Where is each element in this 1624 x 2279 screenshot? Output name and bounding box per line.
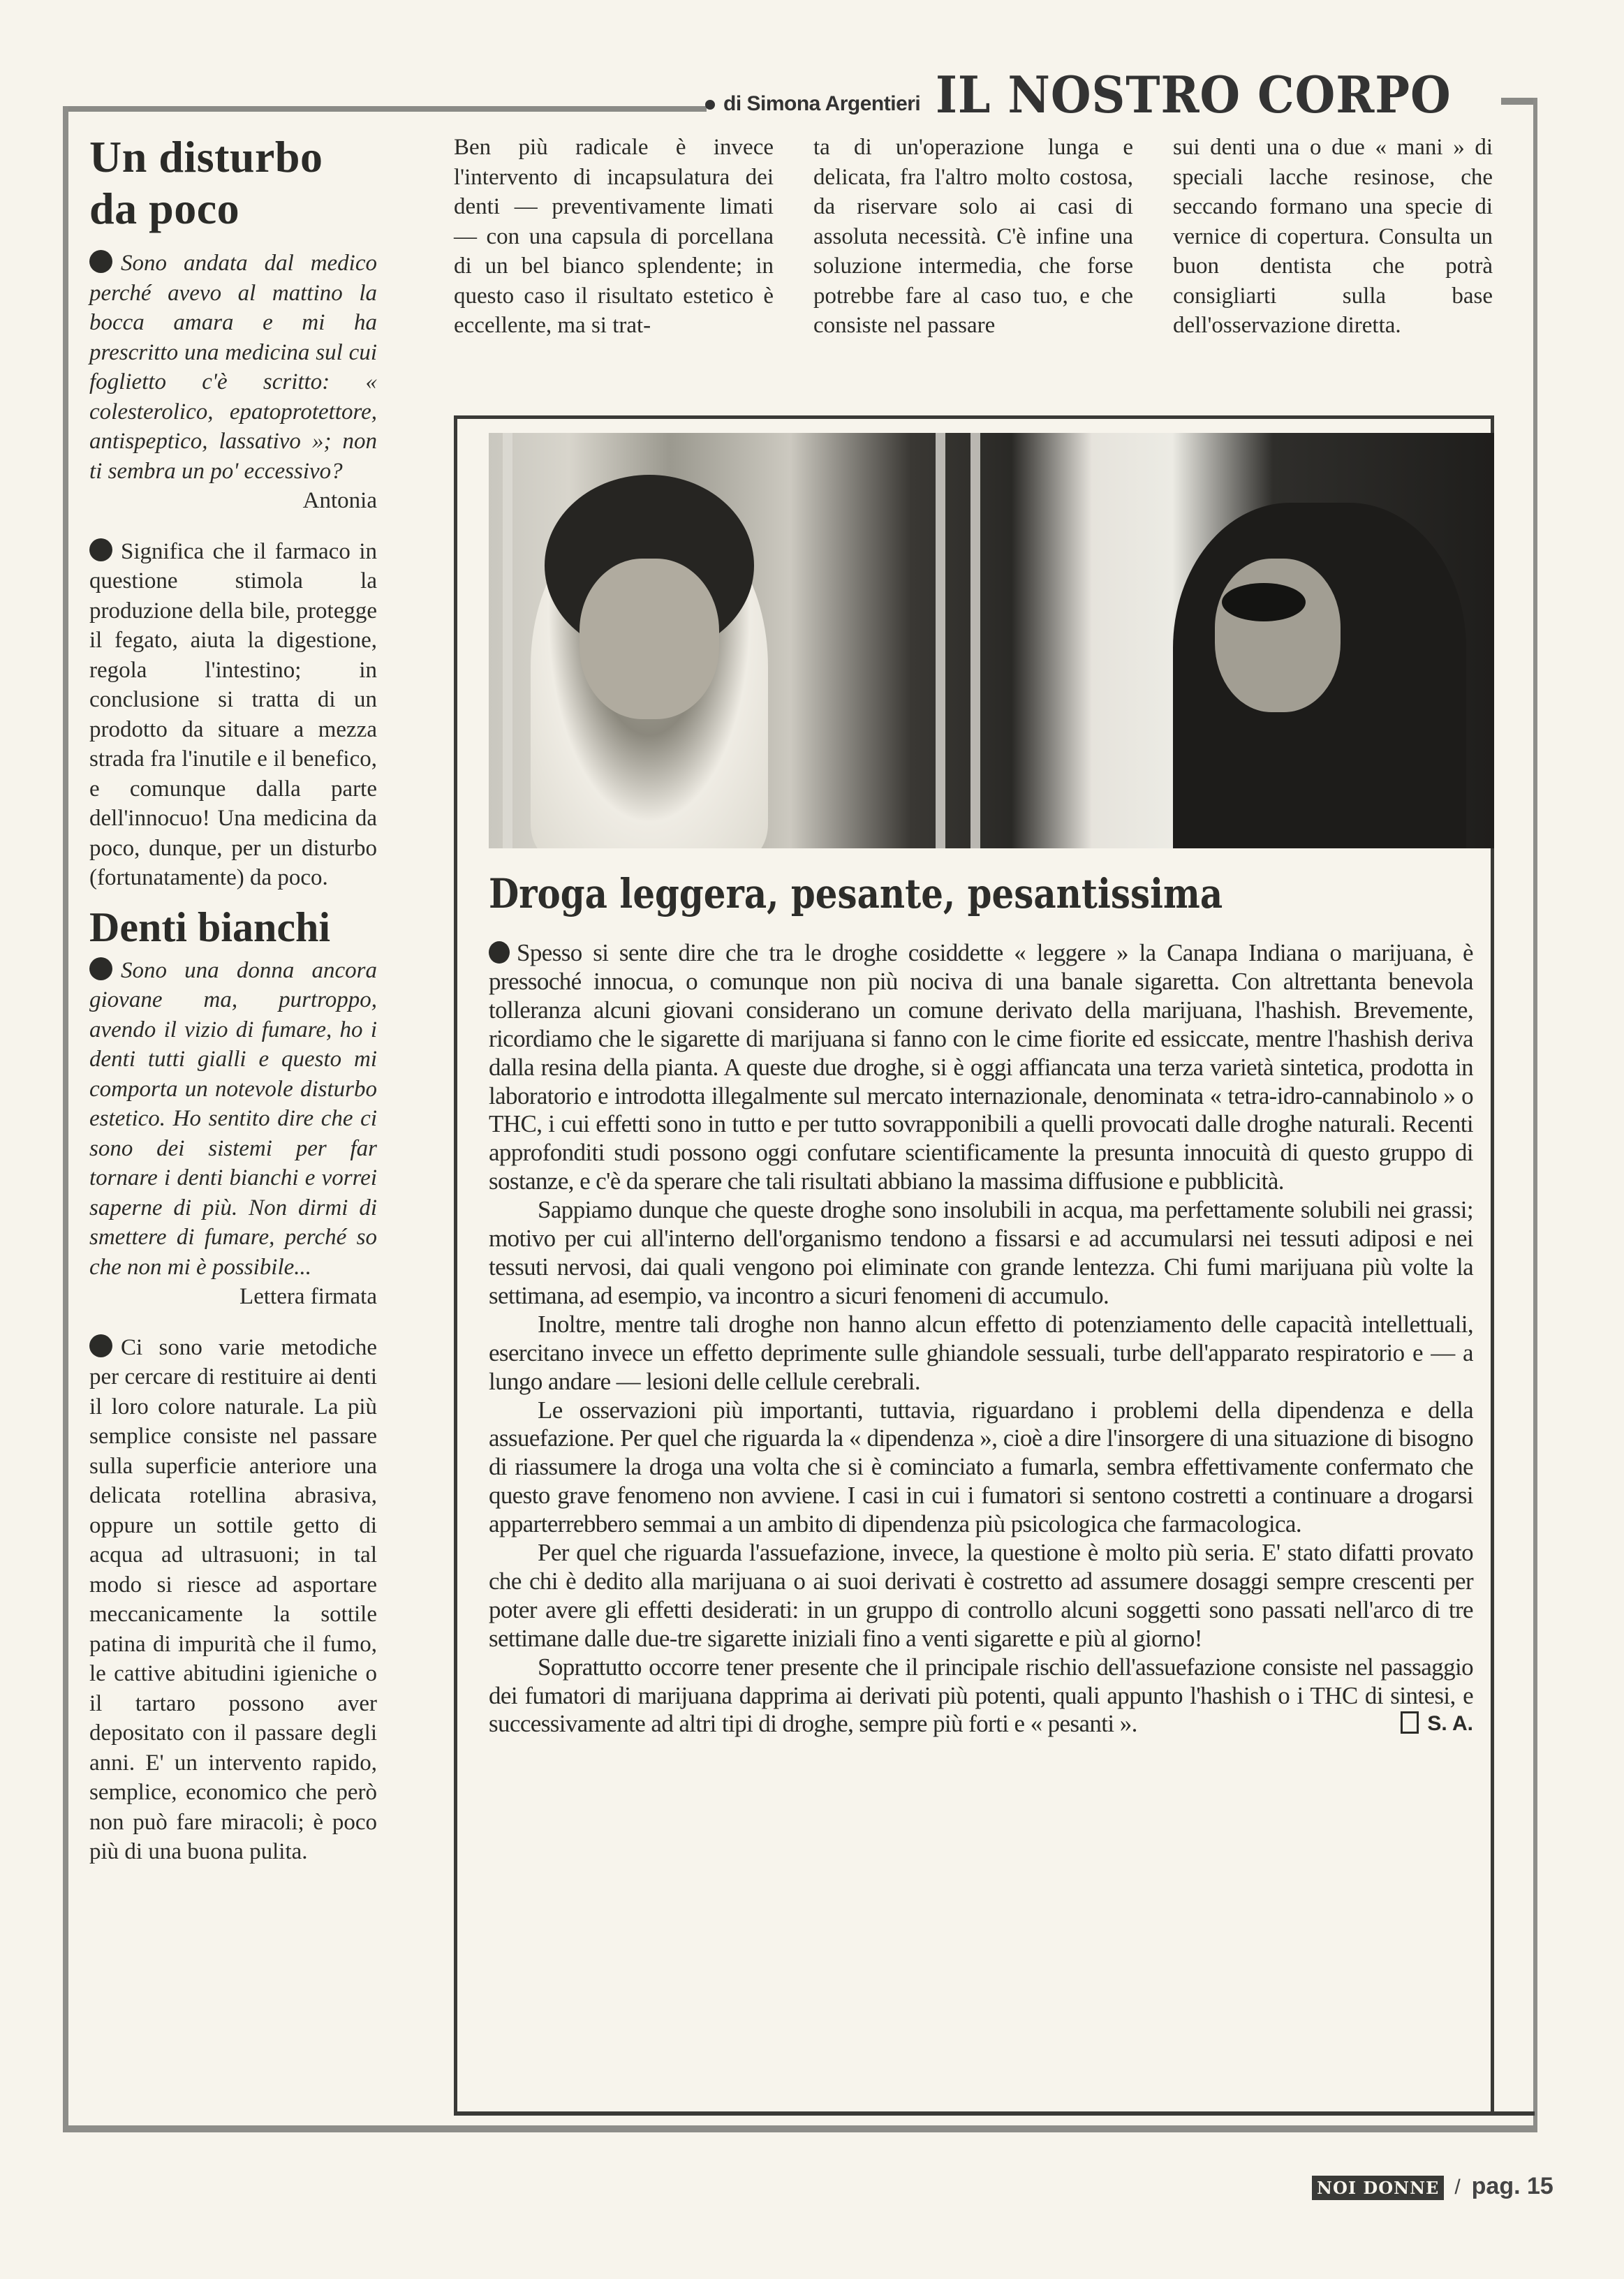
page-footer [1313, 2173, 1553, 2200]
bullet-icon [489, 941, 510, 964]
signature-text: S. A. [1427, 1712, 1473, 1736]
letter1-answer [89, 537, 377, 893]
bullet-icon [89, 1334, 112, 1357]
frame-left [63, 106, 68, 2131]
article-paragraph [489, 1653, 1473, 1739]
letter1-question-text: Sono andata dal medico perché avevo al mattino la bocca amara e mi ha prescritto una medicina sul cui foglietto c'è scritto: « colesterolico, epatoprotettore, antispeptico, lassativo »; non ti sembra un po' eccessivo? [89, 251, 377, 484]
footer-separator: / [1454, 2176, 1461, 2199]
magazine-logo: NOI DONNE [1313, 2176, 1443, 2199]
article-paragraph: Sappiamo dunque che queste droghe sono insolubili in acqua, ma perfettamente solubili nei grassi; motivo per cui all'interno dell'organismo tendono a fissarsi e ad accumularsi nei tessuti adiposi e nei tessuti nervosi, dai quali vengono poi eliminate con grande lentezza. Chi fumi marijuana più volte la settimana, ad esempio, va incontro a sicuri fenomeni di accumulo. [489, 1196, 1473, 1309]
header-rule-end [1501, 98, 1537, 105]
byline [705, 92, 920, 116]
page-header [705, 61, 1496, 124]
article-box-bottom [454, 2111, 1535, 2116]
article-paragraph: Le osservazioni più importanti, tuttavia, riguardano i problemi della dipendenza e della assuefazione. Per quel che riguarda la « dipendenza », cioè a dire l'insorgere di una situazione di bisogno di riassumere la droga una volta che si è cominciato a fumarla, sembra effettivamente confermato che questo grave fenomeno non avviene. I casi in cui i fumatori si sentono costretti a continuare a drogarsi apparterrebbero semmai a un ambito di dipendenza più psicologica che farmacologica. [489, 1396, 1473, 1538]
bullet-icon [705, 100, 715, 110]
letter1-question [89, 249, 377, 486]
letter2-question-text: Sono una donna ancora giovane ma, purtroppo, avendo il vizio di fumare, ho i denti tutti gialli e questo mi comporta un notevole disturbo estetico. Ho sentito dire che ci sono dei sistemi per far tornare i denti bianchi e vorrei saperne di più. Non dirmi di smettere di fumare, perché so che non mi è possibile... [89, 957, 377, 1280]
bullet-icon [89, 538, 112, 561]
paragraph-text: Soprattutto occorre tener presente che il principale rischio dell'assuefazione consiste nel passaggio dei fumatori di marijuana dapprima ai derivati più potenti, quali appunto l'hashish o i THC di sintesi, e successivamente ad altri tipi di droghe, sempre più forti e « pesanti ». [489, 1653, 1473, 1738]
letter1-title [89, 131, 377, 235]
sunglasses [1222, 583, 1306, 621]
bullet-icon [89, 250, 112, 273]
byline-text: di Simona Argentieri [723, 92, 921, 115]
frame-right [1533, 98, 1537, 2131]
bullet-icon [89, 957, 112, 980]
letter2-signature: Lettera firmata [239, 1284, 377, 1309]
header-rule [64, 106, 707, 112]
frame-bottom [63, 2125, 1537, 2132]
author-signature [1401, 1710, 1473, 1739]
column-letters [89, 131, 377, 1867]
letter1-title-line1: Un disturbo [89, 132, 323, 182]
article-paragraph: Inoltre, mentre tali droghe non hanno alcun effetto di potenziamento delle capacità intellettuali, esercitano invece un effetto deprimente sulle ghiandole sessuali, turbe dell'apparato respiratorio e — a lungo andare — lesioni delle cellule cerebrali. [489, 1310, 1473, 1395]
letter2-answer-column-3 [813, 133, 1133, 341]
letter2-answer [89, 1333, 377, 1867]
letter1-signature: Antonia [302, 488, 377, 513]
article-body [489, 939, 1473, 1739]
letter2-answer-column-4 [1173, 133, 1493, 341]
answer-continuation: ta di un'operazione lunga e delicata, fra l'altro molto costosa, da riservare solo ai casi di assoluta necessità. C'è infine una soluzione intermedia, che forse potrebbe fare al caso tuo, e che consiste nel passare [813, 135, 1133, 338]
letter2-answer-text: Ci sono varie metodiche per cercare di restituire ai denti il loro colore naturale. La più semplice consiste nel passare sulla superficie anteriore una delicata rotellina abrasiva, oppure un sottile getto di acqua ad ultrasuoni; in tal modo si riesce ad asportare meccanicamente la sottile patina di impurità che il fumo, le cattive abitudini igieniche o il tartaro possono aver depositato con il passare degli anni. E' un intervento rapido, semplice, economico che però non può fare miracoli; è poco più di una buona pulita. [89, 1334, 377, 1864]
page-number: pag. 15 [1471, 2173, 1553, 2199]
letter2-answer-column-2 [454, 133, 774, 341]
letter2-question [89, 956, 377, 1283]
article-paragraph: Per quel che riguarda l'assuefazione, invece, la questione è molto più seria. E' stato difatti provato che chi è dedito alla marijuana o ai suoi derivati è costretto ad assumere dosaggi sempre crescenti per poter avere gli effetti desiderati: in un gruppo di controllo alcuni soggetti sono passati nell'arco di tre settimane dalle due-tre sigarette iniziali fino a venti sigarette e più al giorno! [489, 1539, 1473, 1652]
letter1-answer-text: Significa che il farmaco in questione stimola la produzione della bile, protegge il fegato, aiuta la digestione, regola l'intestino; in conclusione si tratta di un prodotto da situare a mezza strada fra l'inutile e il benefico, e comunque dalla parte dell'innocuo! Una medicina da poco, dunque, per un disturbo (fortunatamente) da poco. [89, 538, 377, 890]
letter2-title: Denti bianchi [89, 904, 331, 950]
letter1-title-line2: da poco [89, 184, 240, 233]
article-photo [489, 433, 1494, 848]
section-title: IL NOSTRO CORPO [936, 65, 1452, 124]
paragraph-text: Spesso si sente dire che tra le droghe cosiddette « leggere » la Canapa Indiana o marijuana, è pressoché innocua, o comunque non più nociva di una banale sigaretta. Con altrettanta benevola tolleranza alcuni giovani considerano un comune derivato della marijuana, l'hashish. Brevemente, ricordiamo che le sigarette di marijuana si fanno con le cime fiorite ed essiccate, mentre l'hashish deriva dalla resina della pianta. A queste due droghe, si è oggi affiancata una terza varietà sintetica, prodotta in laboratorio e introdotta illegalmente sul mercato internazionale, denominata « tetra-idro-cannabinolo » o THC, i cui effetti sono in tutto e per tutto sovrapponibili a quelli provocati dalle droghe naturali. Recenti approfonditi studi possono oggi confutare scientificamente la presunta innocuità di questo gruppo di sostanze, e c'è da sperare che tali risultati abbiano la massima diffusione e pubblicità. [489, 939, 1473, 1195]
end-mark-icon [1401, 1711, 1419, 1734]
answer-continuation: Ben più radicale è invece l'intervento di incapsulatura dei denti — preventivamente limati — con una capsula di porcellana di un bel bianco splendente; in questo caso il risultato estetico è eccellente, ma si trat- [454, 135, 774, 338]
article-paragraph [489, 939, 1473, 1196]
article-title: Droga leggera, pesante, pesantissima [489, 870, 1223, 917]
answer-continuation: sui denti una o due « mani » di speciali lacche resinose, che seccando formano una specie di vernice di copertura. Consulta un buon dentista che potrà consigliarti sulla base dell'osservazione diretta. [1173, 135, 1493, 338]
